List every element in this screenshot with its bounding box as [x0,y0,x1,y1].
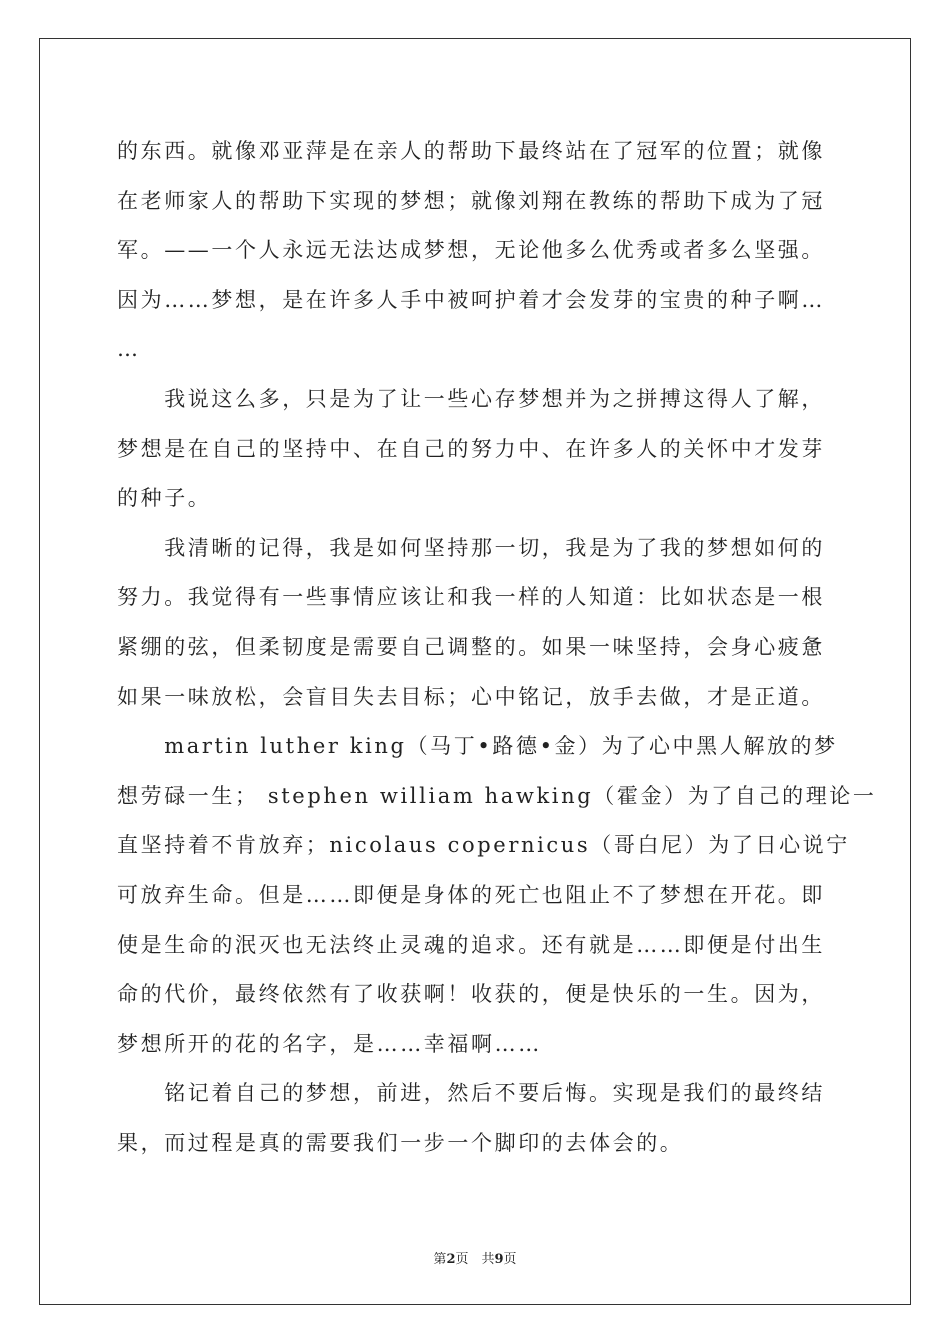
text-line: 的东西。就像邓亚萍是在亲人的帮助下最终站在了冠军的位置；就像 [117,139,825,163]
text-line: 在老师家人的帮助下实现的梦想；就像刘翔在教练的帮助下成为了冠 [117,188,825,213]
text-line: 因为……梦想，是在许多人手中被呵护着才会发芽的宝贵的种子啊… [117,287,825,312]
footer-prefix: 第 [433,1252,447,1267]
text-line: 使是生命的泯灭也无法终止灵魂的追求。还有就是……即便是付出生 [117,932,825,957]
text-line: 我说这么多，只是为了让一些心存梦想并为之拼搏这得人了解， [117,386,825,411]
paragraph [117,1069,835,1168]
document-body [117,127,877,1168]
current-page-number: 2 [446,1252,456,1267]
footer-middle: 页 共 [455,1252,495,1267]
page-footer [0,1248,950,1267]
text-line: 军。——一个人永远无法达成梦想，无论他多么优秀或者多么坚强。 [117,238,825,263]
text-line: 梦想所开的花的名字，是……幸福啊…… [117,1031,542,1056]
paragraph [117,524,835,722]
text-line: martin luther king（马丁•路德•金）为了心中黑人解放的梦 [117,734,838,759]
text-line: 紧绷的弦，但柔韧度是需要自己调整的。如果一味坚持，会身心疲惫 [117,634,825,659]
paragraph [117,722,877,1069]
text-line: 果，而过程是真的需要我们一步一个脚印的去体会的。 [117,1130,684,1155]
text-line: 我清晰的记得，我是如何坚持那一切，我是为了我的梦想如何的 [117,535,825,560]
text-line: 铭记着自己的梦想，前进，然后不要后悔。实现是我们的最终结 [117,1081,825,1106]
text-line: 努力。我觉得有一些事情应该让和我一样的人知道：比如状态是一根 [117,585,825,610]
text-line: 可放弃生命。但是……即便是身体的死亡也阻止不了梦想在开花。即 [117,882,825,907]
footer-suffix: 页 [503,1252,517,1267]
text-line: 直坚持着不肯放弃；nicolaus copernicus（哥白尼）为了日心说宁 [117,833,850,858]
text-line: … [117,337,141,362]
text-line: 如果一味放松，会盲目失去目标；心中铭记，放手去做，才是正道。 [117,684,825,709]
text-line: 想劳碌一生； stephen william hawking（霍金）为了自己的理论一 [117,783,877,808]
text-line: 命的代价，最终依然有了收获啊！收获的，便是快乐的一生。因为， [117,982,825,1007]
paragraph [117,127,835,375]
text-line: 梦想是在自己的坚持中、在自己的努力中、在许多人的关怀中才发芽 [117,436,825,461]
paragraph [117,375,835,524]
text-line: 的种子。 [117,486,212,511]
total-pages-number: 9 [494,1252,504,1267]
